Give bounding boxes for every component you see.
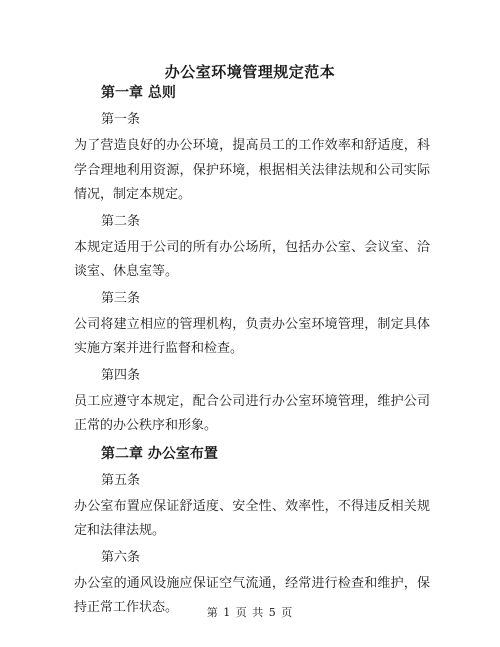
article-heading: 第一条: [101, 112, 141, 127]
document-title: 办公室环境管理规定范本: [164, 63, 336, 81]
article-heading: 第四条: [101, 367, 141, 383]
article-paragraph: 员工应遵守本规定，配合公司进行办公室环境管理，维护公司正常的办公秩序和形象。: [74, 393, 430, 433]
article-heading: 第三条: [101, 290, 141, 306]
article-paragraph: 为了营造良好的办公环境，提高员工的工作效率和舒适度，科学合理地利用资源，保护环境，根据相关法律法规和公司实际情况，制定本规定。: [74, 138, 430, 202]
page-number: 第 1 页 共 5 页: [206, 606, 294, 619]
article-paragraph: 办公室布置应保证舒适度、安全性、效率性，不得违反相关规定和法律法规。: [74, 498, 430, 538]
chapter-heading: 第二章 办公室布置: [101, 445, 218, 462]
article-paragraph: 办公室的通风设施应保证空气流通，经常进行检查和维护，保持正常工作状态。: [74, 575, 430, 615]
chapter-heading: 第一章 总则: [101, 85, 176, 101]
article-heading: 第二条: [101, 213, 141, 229]
article-heading: 第五条: [101, 472, 141, 488]
article-paragraph: 本规定适用于公司的所有办公场所，包括办公室、会议室、洽谈室、休息室等。: [74, 239, 430, 279]
article-heading: 第六条: [101, 549, 141, 565]
document-body: [74, 82, 430, 625]
article-paragraph: 公司将建立相应的管理机构，负责办公室环境管理，制定具体实施方案并进行监督和检查。: [74, 316, 430, 356]
